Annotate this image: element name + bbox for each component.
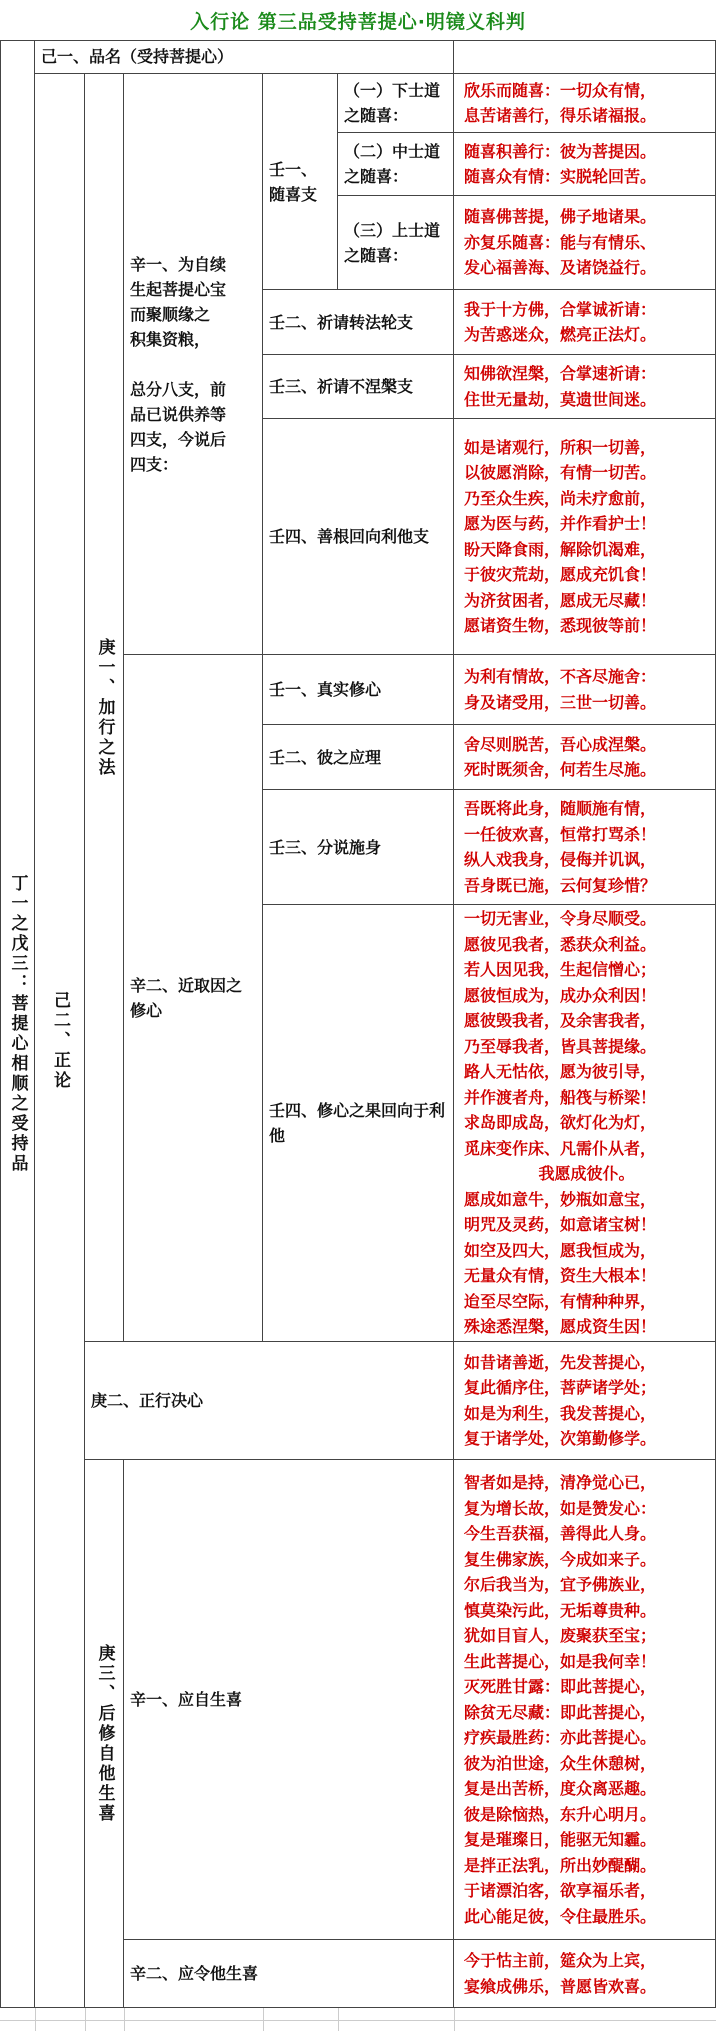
verse-line: 并作渡者舟，船筏与桥梁！ xyxy=(464,1087,657,1107)
ren-b-4-verse xyxy=(454,905,716,1342)
geng2-cell xyxy=(85,1342,454,1460)
verse-line: 一切无害业，令身尽顺受。 xyxy=(464,909,657,929)
sheet-gridline xyxy=(124,2008,125,2031)
ren-suixi-cell xyxy=(263,74,338,290)
ren-b-2-verse xyxy=(454,725,716,790)
verse-line: 智者如是持，清净觉心已， xyxy=(464,1473,657,1492)
verse-line: 彼是除恼热，东升心明月。 xyxy=(464,1804,657,1824)
verse-line: 殊途悉涅槃，愿成资生因！ xyxy=(464,1317,657,1337)
geng2-verse xyxy=(454,1342,716,1460)
verse-line: 是拌正法乳，所出妙醍醐。 xyxy=(464,1855,657,1875)
sheet-gridline xyxy=(0,2020,716,2021)
ji1-empty-cell xyxy=(454,40,716,74)
verse-line: 生此菩提心，如是我何幸！ xyxy=(464,1651,657,1671)
verse-line: 于诸漂泊客，欲享福乐者， xyxy=(464,1881,657,1900)
xin2-label: 辛二、近取因之修心 xyxy=(130,976,243,1020)
verse-line: 为利有情故，不吝尽施舍： xyxy=(464,667,657,686)
xin3-verse xyxy=(454,1460,716,1940)
ding-cell xyxy=(0,40,35,2008)
xin1-line: 辛一、为自续 xyxy=(130,254,227,274)
ren-b-1-cell xyxy=(263,655,454,725)
verse-line: 舍尽则脱苦，吾心成涅槃。 xyxy=(464,734,657,754)
verse-line: 死时既须舍，何若生尽施。 xyxy=(464,760,657,779)
verse-line: 慎莫染污此，无垢尊贵种。 xyxy=(464,1600,657,1620)
ren-a-2-cell xyxy=(263,290,454,355)
verse-line: 愿成如意牛，妙瓶如意宝， xyxy=(464,1189,657,1209)
verse-line: 复为增长故，如是赞发心： xyxy=(464,1498,657,1518)
xin1-line: 总分八支，前 xyxy=(130,379,227,399)
verse-line: 随喜众有情：实脱轮回苦。 xyxy=(464,167,657,186)
verse-line: 愿诸资生物，悉现彼等前！ xyxy=(464,616,657,635)
ren-b-3-verse xyxy=(454,790,716,905)
xin2-cell xyxy=(124,655,263,1342)
verse-line: 发心福善海、及诸饶益行。 xyxy=(464,258,657,278)
verse-line: 为济贫困者，愿成无尽藏！ xyxy=(464,590,657,610)
verse-line: 如空及四大，愿我恒成为， xyxy=(464,1240,657,1260)
xin1-line: 生起菩提心宝 xyxy=(130,279,227,299)
verse-line: 复于诸学处，次第勤修学。 xyxy=(464,1429,657,1448)
sheet-gridline xyxy=(85,2008,86,2031)
gui-1-verse xyxy=(454,74,716,133)
xin1-line: 积集资粮， xyxy=(130,329,211,349)
verse-line: 欣乐而随喜：一切众有情， xyxy=(464,80,657,100)
ren-a-3-cell xyxy=(263,355,454,419)
gui-3-verse xyxy=(454,196,716,290)
ren-b-2-label: 壬二、彼之应理 xyxy=(269,747,382,767)
verse-line: 愿彼毁我者，及余害我者， xyxy=(464,1011,657,1031)
ren-a-4-cell xyxy=(263,419,454,655)
gui-3-cell xyxy=(338,196,454,290)
verse-line: 身及诸受用，三世一切善。 xyxy=(464,692,657,712)
verse-line: 乃至众生疾，尚未疗愈前， xyxy=(464,488,657,508)
xin1-line: 品已说供养等 xyxy=(130,404,227,424)
verse-line: 疗疾最胜药：亦此菩提心。 xyxy=(464,1728,657,1747)
verse-line: 住世无量劫，莫遗世间迷。 xyxy=(464,389,657,409)
verse-line: 一任彼欢喜，恒常打骂杀！ xyxy=(464,824,657,844)
ren-a-4-verse xyxy=(454,419,716,655)
xin1-line: 四支，今说后 xyxy=(130,429,227,449)
xin1-line xyxy=(130,352,226,377)
geng1-label: 庚一、加行之法 xyxy=(94,637,115,778)
verse-line: 纵人戏我身，侵侮并讥讽， xyxy=(464,850,657,869)
verse-line: 复此循序住，菩萨诸学处； xyxy=(464,1378,657,1397)
sheet-gridline xyxy=(454,2008,455,2031)
ji1-label: 己一、品名（受持菩提心） xyxy=(41,47,234,66)
verse-line: 复是出苦桥，度众离恶趣。 xyxy=(464,1779,657,1798)
ren-b-3-label: 壬三、分说施身 xyxy=(269,837,382,857)
verse-line: 息苦诸善行，得乐诸福报。 xyxy=(464,106,657,125)
verse-line: 此心能足彼，令住最胜乐。 xyxy=(464,1906,657,1926)
verse-line: 愿为医与药，并作看护士！ xyxy=(464,514,657,533)
verse-line: 亦复乐随喜：能与有情乐、 xyxy=(464,232,657,252)
gui-1-cell xyxy=(338,74,454,133)
xin1-cell xyxy=(124,74,263,655)
ren-a-3-verse xyxy=(454,355,716,419)
geng2-label: 庚二、正行决心 xyxy=(91,1391,204,1410)
ren-a-2-verse xyxy=(454,290,716,355)
verse-line: 路人无怙依，愿为彼引导， xyxy=(464,1062,657,1082)
verse-line: 我愿成彼仆。 xyxy=(538,1164,635,1184)
verse-line: 今生吾获福，善得此人身。 xyxy=(464,1524,657,1543)
xin3-cell xyxy=(124,1460,454,1940)
xin4-label: 辛二、应令他生喜 xyxy=(130,1964,259,1983)
verse-line: 求岛即成岛，欲灯化为灯， xyxy=(464,1113,657,1133)
gui-2-cell xyxy=(338,133,454,196)
ren-b-4-label: 壬四、修心之果回向于利他 xyxy=(269,1101,446,1145)
ren-a-2-label: 壬二、祈请转法轮支 xyxy=(269,312,414,332)
gui-2-label: （二）中士道之随喜： xyxy=(344,142,441,186)
ji2-cell xyxy=(35,74,85,2008)
xin4-verse xyxy=(454,1940,716,2008)
verse-line: 随喜积善行：彼为菩提因。 xyxy=(464,141,657,161)
verse-line: 如是诸观行，所积一切善， xyxy=(464,437,657,457)
verse-line: 今于怙主前，筵众为上宾， xyxy=(464,1951,657,1970)
sheet-gridline xyxy=(35,2008,36,2031)
verse-line: 除贫无尽藏：即此菩提心， xyxy=(464,1702,657,1722)
xin1-line: 四支： xyxy=(130,454,179,474)
xin4-cell xyxy=(124,1940,454,2008)
gui-2-verse xyxy=(454,133,716,196)
verse-line: 愿彼见我者，悉获众利益。 xyxy=(464,934,657,954)
verse-line: 随喜佛菩提，佛子地诸果。 xyxy=(464,207,657,227)
ren-b-4-cell xyxy=(263,905,454,1342)
verse-line: 乃至辱我者，皆具菩提缘。 xyxy=(464,1036,657,1056)
verse-line: 如是为利生，我发菩提心， xyxy=(464,1403,657,1423)
verse-line: 如昔诸善逝，先发菩提心， xyxy=(464,1352,657,1372)
ren-b-1-label: 壬一、真实修心 xyxy=(269,680,382,699)
page-title: 入行论 第三品受持菩提心·明镜义科判 xyxy=(190,10,526,33)
gui-3-label: （三）上士道之随喜： xyxy=(344,220,441,265)
ji2-label: 己二、正论 xyxy=(50,990,70,1091)
verse-line: 迨至尽空际，有情种种界， xyxy=(464,1291,657,1311)
verse-line: 尔后我当为，宜予佛族业， xyxy=(464,1575,657,1594)
verse-line: 知佛欲涅槃，合掌速祈请： xyxy=(464,364,657,383)
ren-a-3-label: 壬三、祈请不涅槃支 xyxy=(269,377,414,396)
verse-line: 以彼愿消除，有情一切苦。 xyxy=(464,463,657,482)
verse-line: 愿彼恒成为，成办众利因！ xyxy=(464,985,657,1005)
xin1-label xyxy=(130,252,226,477)
geng1-cell xyxy=(85,74,124,1342)
verse-line: 盼天降食雨，解除饥渴难， xyxy=(464,539,657,559)
gui-1-label: （一）下士道之随喜： xyxy=(344,81,441,125)
geng3-label: 庚三、后修自他生喜 xyxy=(94,1643,115,1824)
verse-line: 无量众有情，资生大根本！ xyxy=(464,1266,657,1286)
verse-line: 灭死胜甘露：即此菩提心， xyxy=(464,1677,657,1696)
ren-suixi-label: 壬一、随喜支 xyxy=(269,159,318,204)
ren-b-3-cell xyxy=(263,790,454,905)
verse-line: 为苦惑迷众，燃亮正法灯。 xyxy=(464,325,657,344)
ding-label: 丁一之戊三：菩提心相顺之受持品 xyxy=(7,873,28,1174)
ji1-cell xyxy=(35,40,454,74)
verse-line: 觅床变作床、凡需仆从者， xyxy=(464,1138,657,1158)
verse-line: 若人因见我，生起信憎心； xyxy=(464,960,657,980)
verse-line: 明咒及灵药，如意诸宝树！ xyxy=(464,1215,657,1235)
verse-line: 吾既将此身，随顺施有情， xyxy=(464,799,657,818)
ren-b-1-verse xyxy=(454,655,716,725)
verse-line: 复是璀璨日，能驱无知霾。 xyxy=(464,1830,657,1849)
verse-line: 犹如目盲人，废聚获至宝； xyxy=(464,1626,657,1645)
verse-line: 宴飨成佛乐，普愿皆欢喜。 xyxy=(464,1976,657,1996)
verse-line: 复生佛家族，今成如来子。 xyxy=(464,1549,657,1569)
ren-b-2-cell xyxy=(263,725,454,790)
verse-line: 我于十方佛，合掌诚祈请： xyxy=(464,299,657,319)
xin1-line: 而聚顺缘之 xyxy=(130,304,211,324)
verse-line: 彼为泊世途，众生休憩树， xyxy=(464,1753,657,1773)
ren-a-4-label: 壬四、善根回向利他支 xyxy=(269,527,430,546)
verse-line: 吾身既已施，云何复珍惜？ xyxy=(464,875,657,895)
sheet-gridline xyxy=(263,2008,264,2031)
sheet-gridline xyxy=(338,2008,339,2031)
geng3-cell xyxy=(85,1460,124,2008)
verse-line: 于彼灾荒劫，愿成充饥食！ xyxy=(464,565,657,584)
xin3-label: 辛一、应自生喜 xyxy=(130,1690,243,1709)
